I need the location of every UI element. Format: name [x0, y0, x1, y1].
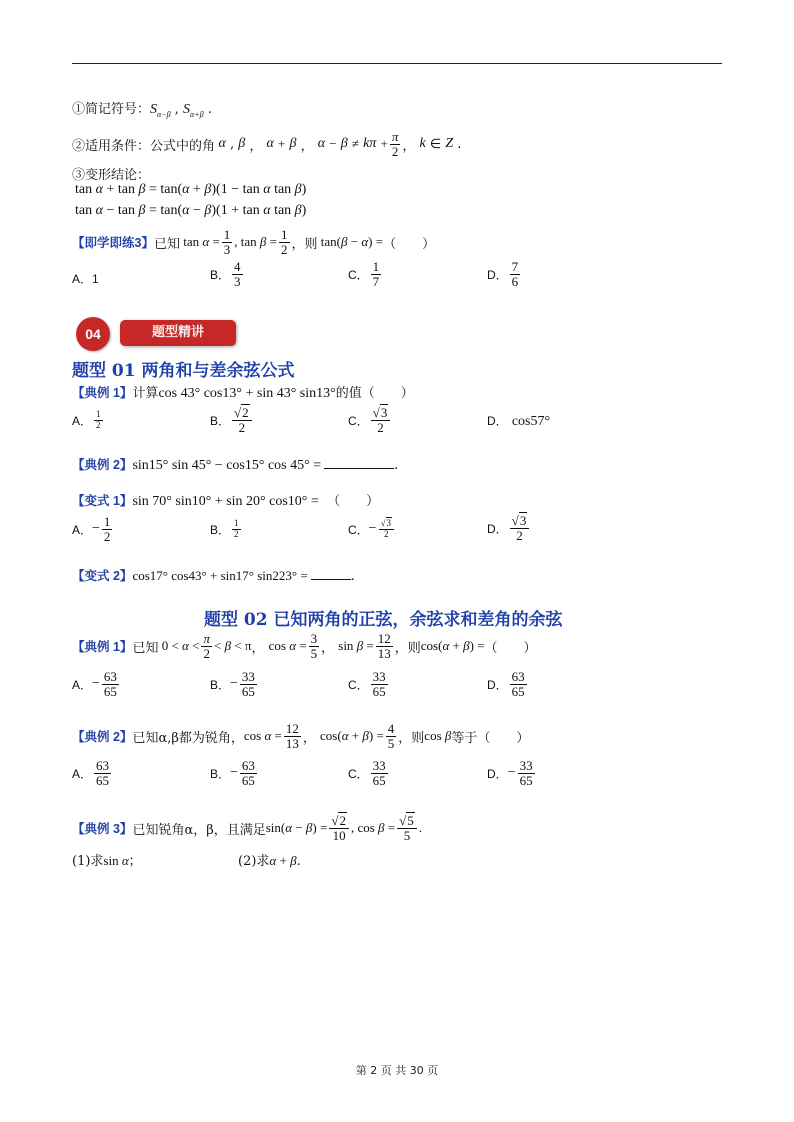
type02-ex1: 【典例 1】 已知 0 < α < $\frac{\pi}{2}$ < β < π ， cos α = $\frac{3}{5}$ ， sin β = $\frac{12}{13}$ ，则 cos(α + β) = （ ） — [72, 630, 537, 661]
type01-var1-option-c[interactable]: C． − $\frac{√3}{2}$ — [348, 510, 396, 548]
answer-blank[interactable] — [324, 468, 394, 469]
type02-ex1-option-d[interactable]: D． $\frac{63}{65}$ — [487, 668, 525, 699]
type02-ex2-option-b[interactable]: B． − $\frac{63}{65}$ — [210, 757, 255, 788]
type02-ex1-option-a[interactable]: A． − $\frac{63}{65}$ — [72, 668, 117, 699]
type02-ex3-q2: (2)求α + β. — [238, 853, 301, 869]
ex3-option-d[interactable]: D． $\frac{7}{6}$ — [487, 259, 519, 289]
type01-ex1-option-d[interactable]: D． cos57° — [487, 414, 551, 429]
exercise-3: 【即学即练3】 已知 tan α = $\frac{1}{3}$ , tan β = $\frac{1}{2}$ ，则 tan(β − α) = （ ） — [72, 226, 436, 257]
type01-var1: 【变式 1】sin 70° sin10° + sin 20° cos10° = （ ） — [72, 494, 380, 509]
intro-line-3: ③变形结论： — [72, 168, 151, 183]
type02-ex3: 【典例 3】 已知锐角α，β，且满足 sin(α − β) = $\frac{√2}{10}$ , cos β = $\frac{√5}{5}$ . — [72, 812, 423, 843]
intro-line-2: ②适用条件：公式中的角 α , β ， α + β ， α − β ≠ kπ + $\frac{\pi}{2}$ ， k ∈ Z . — [72, 128, 462, 159]
type02-ex1-option-c[interactable]: C． $\frac{33}{65}$ — [348, 668, 386, 699]
ex3-option-a[interactable]: A．1 — [72, 272, 99, 286]
notation-label: ①简记符号： — [72, 102, 151, 117]
intro-line-1: ①简记符号：$S_{\alpha-\beta}$ , $S_{\alpha+\beta}$ . — [72, 102, 212, 119]
type01-var1-option-a[interactable]: A． − $\frac{1}{2}$ — [72, 513, 111, 544]
type01-var1-option-b[interactable]: B． $\frac{1}{2}$ — [210, 518, 239, 539]
type01-heading: 题型 01 两角和与差余弦公式 — [72, 361, 295, 381]
type01-ex2: 【典例 2】sin15° sin 45° − cos15° cos 45° = . — [72, 458, 399, 473]
type02-ex2-option-c[interactable]: C． $\frac{33}{65}$ — [348, 757, 386, 788]
section-number: 04 — [76, 317, 110, 351]
answer-blank[interactable] — [311, 579, 351, 580]
type02-ex3-q1: (1)求sin α； — [72, 853, 142, 869]
ex3-option-b[interactable]: B． $\frac{4}{3}$ — [210, 259, 241, 289]
type02-ex1-option-b[interactable]: B． − $\frac{33}{65}$ — [210, 668, 255, 699]
type01-ex1-option-a[interactable]: A． $\frac{1}{2}$ — [72, 409, 101, 430]
condition-label: ②适用条件：公式中的角 — [72, 138, 216, 154]
section-label: 题型精讲 — [120, 320, 236, 346]
type02-ex2-option-d[interactable]: D． − $\frac{33}{65}$ — [487, 757, 533, 788]
section-badge — [76, 315, 241, 349]
exercise-tag: 【即学即练3】 — [72, 236, 154, 250]
identity-1: tan α + tan β = tan(α + β)(1 − tan α tan β) — [75, 182, 307, 197]
type01-ex1-option-c[interactable]: C． $\frac{√3}{2}$ — [348, 400, 392, 440]
type02-heading: 题型 02 已知两角的正弦，余弦求和差角的余弦 — [204, 610, 563, 630]
type01-ex1-option-b[interactable]: B． $\frac{√2}{2}$ — [210, 400, 254, 440]
type01-var1-option-d[interactable]: D． $\frac{√3}{2}$ — [487, 508, 531, 548]
type01-var2: 【变式 2】cos17° cos43° + sin17° sin223° = . — [72, 568, 355, 584]
type02-ex2-option-a[interactable]: A． $\frac{63}{65}$ — [72, 757, 110, 788]
type02-ex2: 【典例 2】 已知α,β都为锐角， cos α = $\frac{12}{13}$ ， cos(α + β) = $\frac{4}{5}$ ，则 cos β 等于（ ） — [72, 720, 530, 751]
page-footer: 第 2 页 共 30 页 — [355, 1064, 439, 1077]
header-rule — [72, 63, 722, 64]
type01-ex1: 【典例 1】计算cos 43° cos13° + sin 43° sin13°的值（ ） — [72, 386, 414, 401]
identity-2: tan α − tan β = tan(α − β)(1 + tan α tan β) — [75, 203, 307, 218]
ex3-option-c[interactable]: C． $\frac{1}{7}$ — [348, 259, 380, 289]
